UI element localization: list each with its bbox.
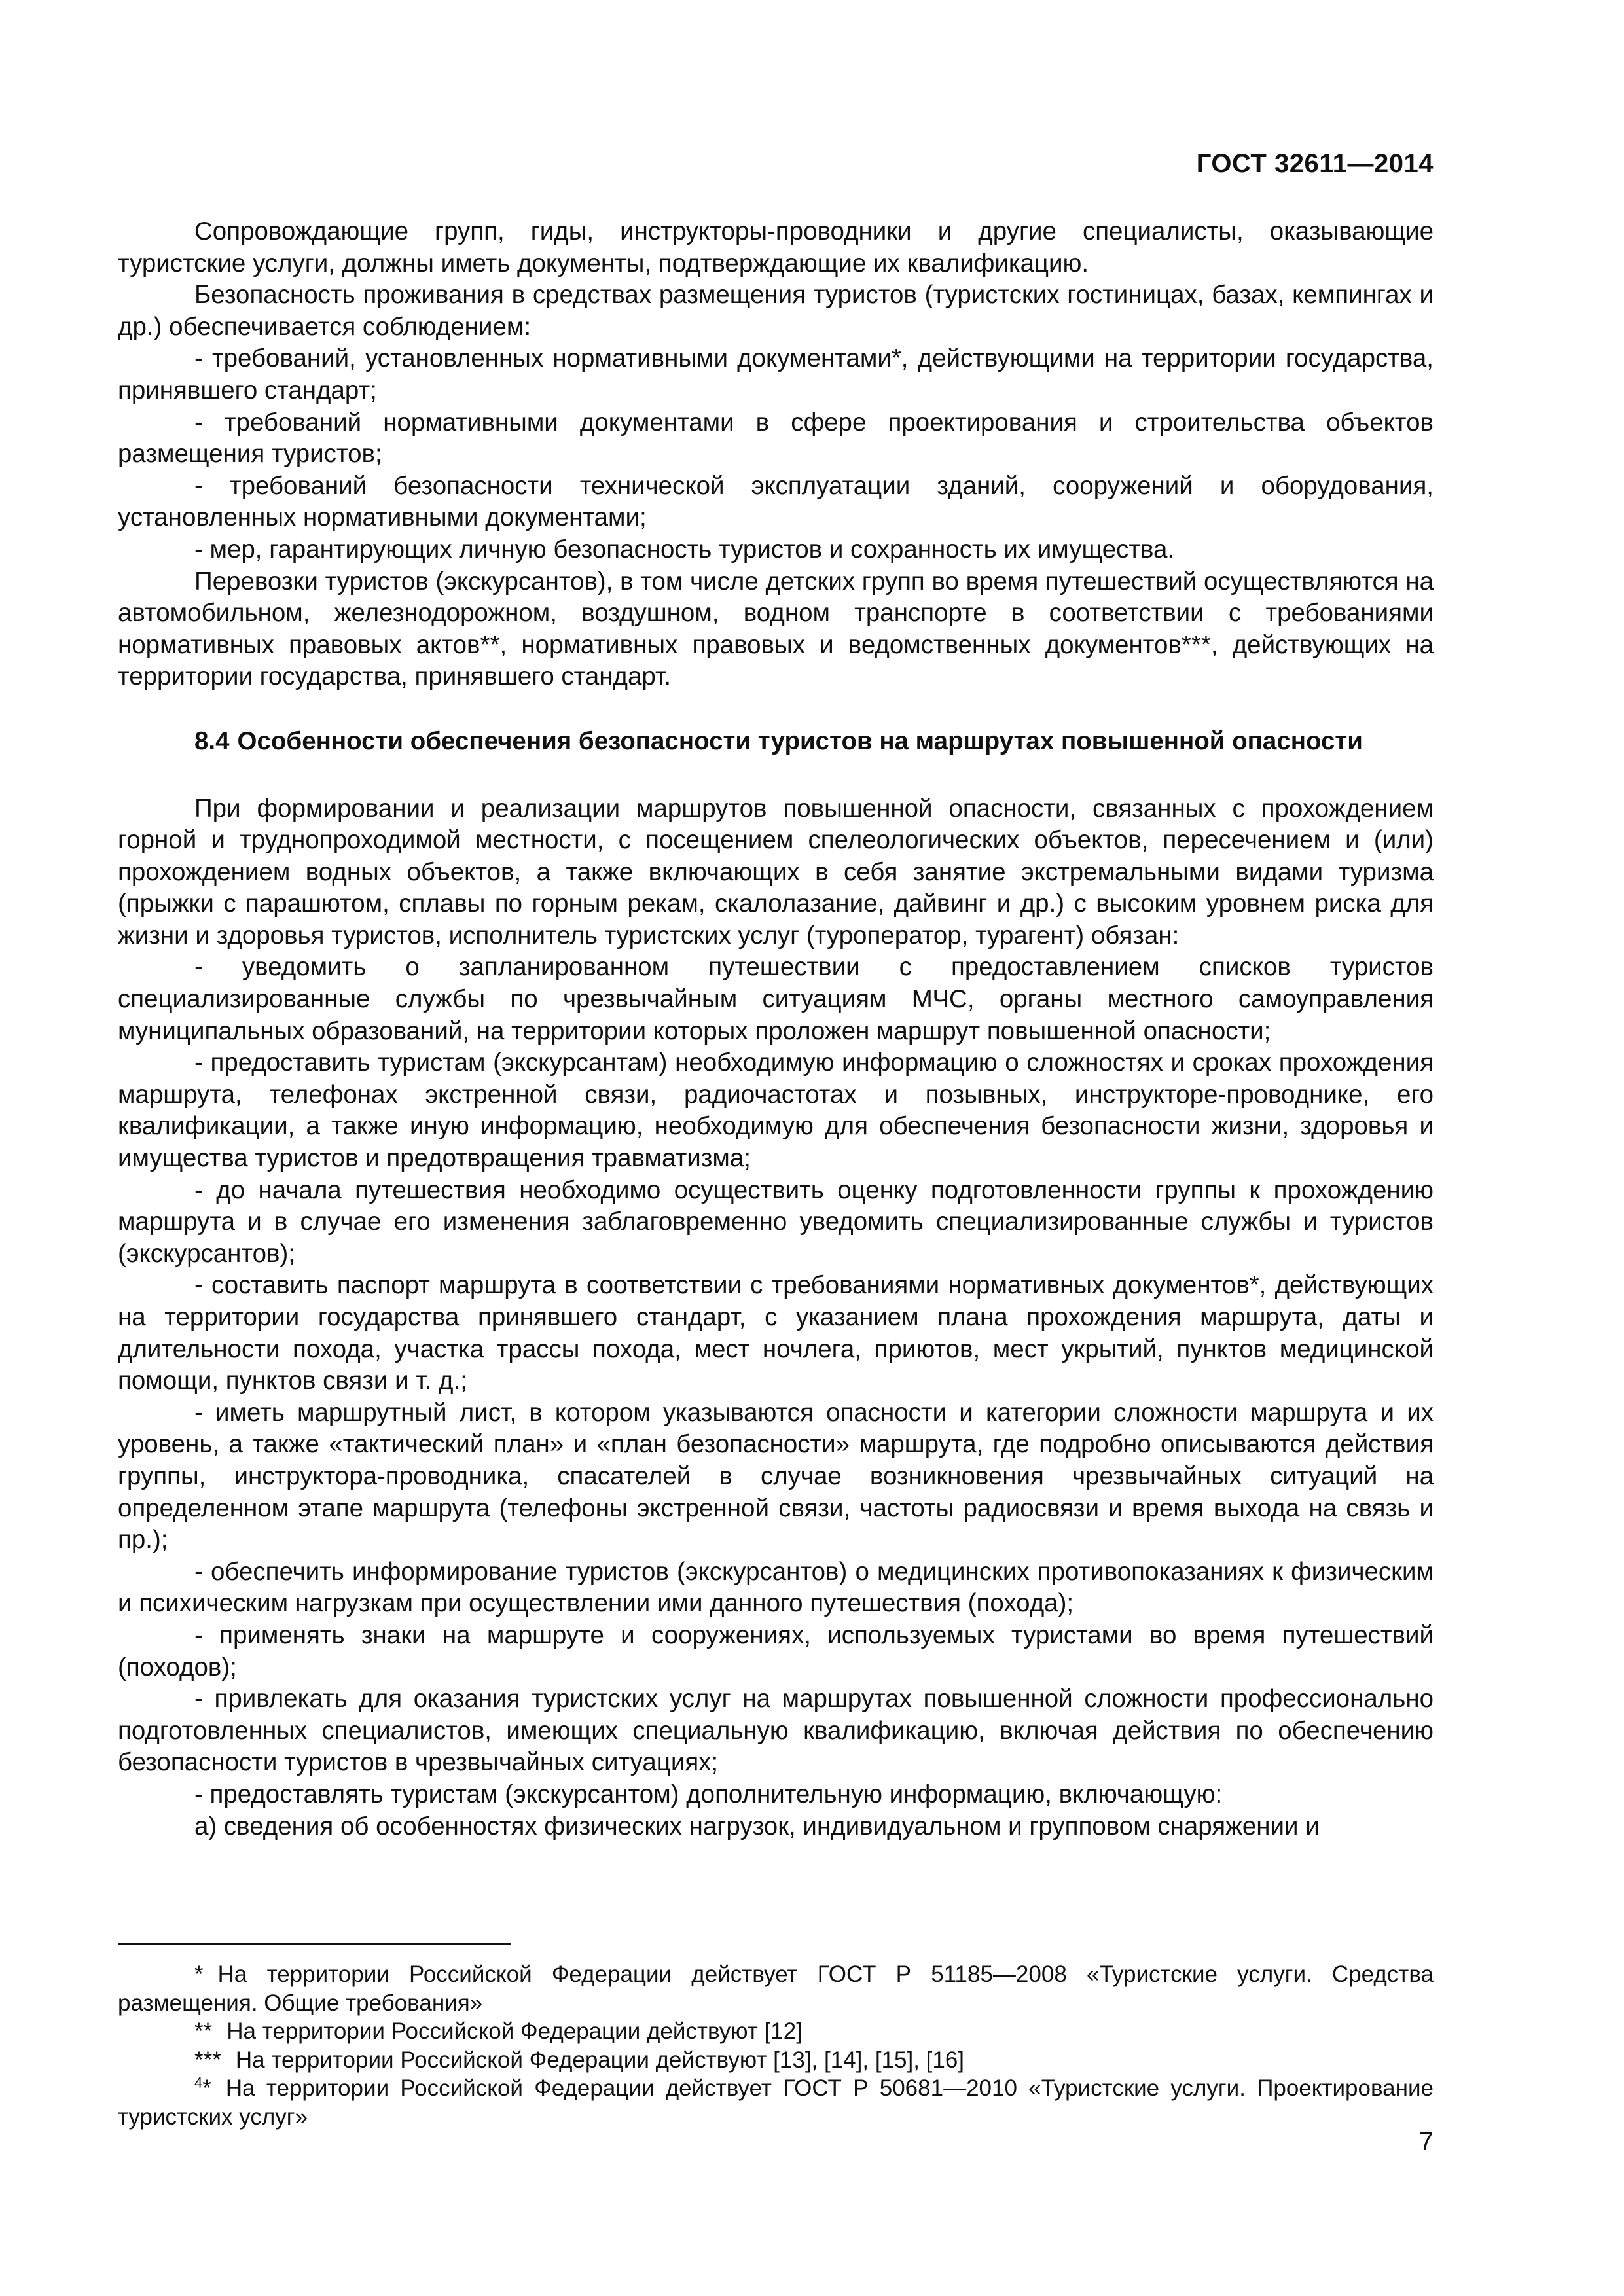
list-item: - обеспечить информирование туристов (экскурсантов) о медицинских противопоказаниях к физическим и психическим нагрузкам при осуществлении ими данного путешествия (похода); bbox=[118, 1557, 1434, 1618]
footnote bbox=[118, 2046, 1434, 2075]
footnote-mark: ** bbox=[194, 2018, 213, 2044]
list-item: - привлекать для оказания туристских услуг на маршрутах повышенной сложности профессионально подготовленных специалистов, имеющих специальную квалификацию, включая действия по обеспечению безопасности туристов в чрезвычайных ситуациях; bbox=[118, 1685, 1434, 1777]
footnotes bbox=[118, 1960, 1434, 2131]
list-item: - применять знаки на маршруте и сооружениях, используемых туристами во время путешествий (походов); bbox=[118, 1621, 1434, 1681]
page-number: 7 bbox=[1418, 2127, 1434, 2156]
footnote-text: На территории Российской Федерации действуют [13], [14], [15], [16] bbox=[235, 2047, 965, 2073]
list-item: - иметь маршрутный лист, в котором указываются опасности и категории сложности маршрута и их уровень, а также «тактический план» и «план безопасности» маршрута, где подробно описываются действия группы, инструктора-проводника, спасателей в случае возникновения чрезвычайных ситуаций на определенном этапе маршрута (телефоны экстренной связи, частоты радиосвязи и время выхода на связь и пр.); bbox=[118, 1398, 1434, 1554]
footnote-mark: *** bbox=[194, 2047, 221, 2073]
footnote-mark-star: * bbox=[202, 2075, 211, 2101]
footnote-mark bbox=[194, 2075, 211, 2101]
footnote-text: На территории Российской Федерации действует ГОСТ Р 50681—2010 «Туристские услуги. Проектирование туристских услуг» bbox=[118, 2075, 1434, 2130]
section-heading bbox=[118, 726, 1434, 758]
list-item: а) сведения об особенностях физических нагрузок, индивидуальном и групповом снаряжении и bbox=[194, 1812, 1320, 1840]
document-body bbox=[118, 216, 1434, 1842]
paragraph: Сопровождающие групп, гиды, инструкторы-проводники и другие специалисты, оказывающие туристские услуги, должны иметь документы, подтверждающие их квалификацию. bbox=[118, 217, 1434, 278]
footnote-divider bbox=[118, 1943, 511, 1945]
paragraph: При формировании и реализации маршрутов повышенной опасности, связанных с прохождением горной и труднопроходимой местности, с посещением спелеологических объектов, пересечением и (или) прохождением водных объектов, а также включающих в себя занятие экстремальными видами туризма (прыжки с парашютом, сплавы по горным рекам, скалолазание, дайвинг и др.) с высоким уровнем риска для жизни и здоровья туристов, исполнитель туристских услуг (туроператор, турагент) обязан: bbox=[118, 794, 1434, 950]
list-item: - до начала путешествия необходимо осуществить оценку подготовленности группы к прохождению маршрута и в случае его изменения заблаговременно уведомить специализированные службы и туристов (экскурсантов); bbox=[118, 1175, 1434, 1268]
list-item: - предоставить туристам (экскурсантам) необходимую информацию о сложностях и сроках прохождения маршрута, телефонах экстренной связи, радиочастотах и позывных, инструкторе-проводнике, его квалификации, а также иную информацию, необходимую для обеспечения безопасности жизни, здоровья и имущества туристов и предотвращения травматизма; bbox=[118, 1049, 1434, 1173]
list-item: - требований нормативными документами в сфере проектирования и строительства объектов размещения туристов; bbox=[118, 408, 1434, 469]
list-item: - требований, установленных нормативными документами*, действующими на территории государства, принявшего стандарт; bbox=[118, 344, 1434, 404]
list-item: - уведомить о запланированном путешествии с предоставлением списков туристов специализированные службы по чрезвычайным ситуациям МЧС, органы местного самоуправления муниципальных образований, на территории которых проложен маршрут повышенной опасности; bbox=[118, 953, 1434, 1045]
paragraph: Перевозки туристов (экскурсантов), в том числе детских групп во время путешествий осуществляются на автомобильном, железнодорожном, воздушном, водном транспорте в соответствии с требованиями нормативных правовых актов**, нормативных правовых и ведомственных документов***, действующих на территории государства, принявшего стандарт. bbox=[118, 567, 1434, 691]
footnote bbox=[118, 1960, 1434, 2017]
list-item: - составить паспорт маршрута в соответствии с требованиями нормативных документов*, действующих на территории государства принявшего стандарт, с указанием плана прохождения маршрута, даты и длительности похода, участка трассы похода, мест ночлега, приютов, мест укрытий, пунктов медицинской помощи, пунктов связи и т. д.; bbox=[118, 1271, 1434, 1395]
footnote-text: На территории Российской Федерации действует ГОСТ Р 51185—2008 «Туристские услуги. Средства размещения. Общие требования» bbox=[118, 1962, 1434, 2016]
footnote-mark-superscript: 4 bbox=[194, 2074, 203, 2091]
footnote-mark: * bbox=[194, 1962, 204, 1987]
list-item: - мер, гарантирующих личную безопасность туристов и сохранность их имущества. bbox=[194, 535, 1175, 564]
section-title: Особенности обеспечения безопасности туристов на маршрутах повышенной опасности bbox=[237, 726, 1363, 755]
paragraph: Безопасность проживания в средствах размещения туристов (туристских гостиницах, базах, кемпингах и др.) обеспечивается соблюдением: bbox=[118, 281, 1434, 341]
list-item: - предоставлять туристам (экскурсантом) дополнительную информацию, включающую: bbox=[194, 1780, 1223, 1808]
list-item: - требований безопасности технической эксплуатации зданий, сооружений и оборудования, установленных нормативными документами; bbox=[118, 471, 1434, 532]
footnote-text: На территории Российской Федерации действуют [12] bbox=[226, 2018, 803, 2044]
section-number: 8.4 bbox=[194, 726, 230, 755]
document-number-header: ГОСТ 32611—2014 bbox=[1196, 149, 1434, 178]
footnote bbox=[118, 2017, 1434, 2046]
footnote bbox=[118, 2074, 1434, 2131]
